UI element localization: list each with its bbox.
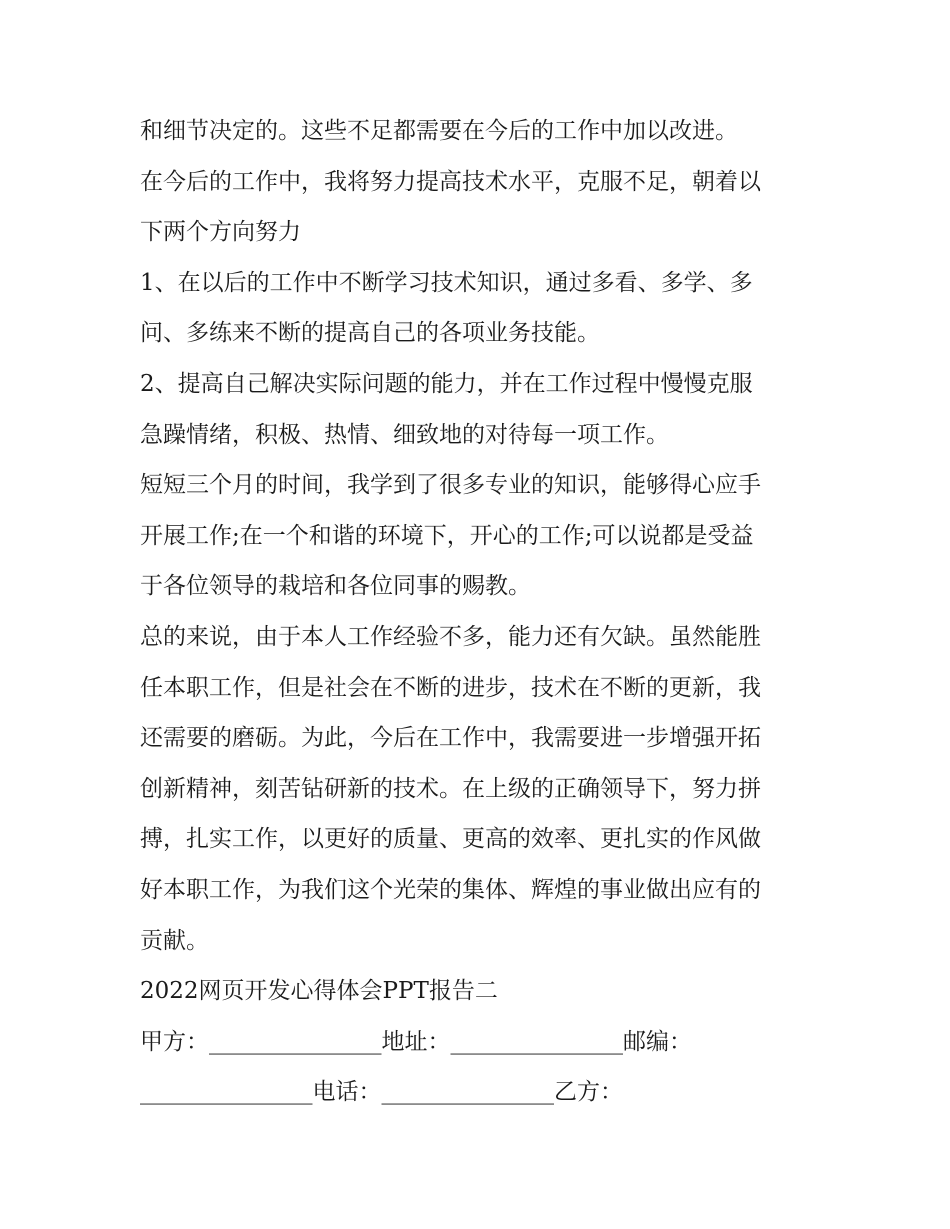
paragraph-line: 在今后的工作中，我将努力提高技术水平，克服不足，朝着以 [140, 168, 761, 195]
list-item-line: 1、在以后的工作中不断学习技术知识，通过多看、多学、多 [140, 269, 753, 296]
paragraph-line: 任本职工作，但是社会在不断的进步，技术在不断的更新，我 [140, 674, 761, 701]
paragraph-line: 创新精神，刻苦钻研新的技术。在上级的正确领导下，努力拼 [140, 775, 761, 802]
paragraph-line: 总的来说，由于本人工作经验不多，能力还有欠缺。虽然能胜 [140, 623, 761, 650]
list-item-line: 急躁情绪，积极、热情、细致地的对待每一项工作。 [140, 421, 669, 448]
paragraph-line: 短短三个月的时间，我学到了很多专业的知识，能够得心应手 [140, 472, 761, 499]
form-field-line: 甲方：_______________地址：_______________邮编： [140, 1028, 692, 1055]
form-field-line: _______________电话：_______________乙方： [140, 1079, 623, 1106]
paragraph-line: 贡献。 [140, 927, 209, 954]
paragraph-line: 于各位领导的栽培和各位同事的赐教。 [140, 573, 531, 600]
paragraph-line: 和细节决定的。这些不足都需要在今后的工作中加以改进。 [140, 118, 738, 144]
document-body [140, 106, 820, 1118]
paragraph-line: 搏，扎实工作，以更好的质量、更高的效率、更扎实的作风做 [140, 826, 761, 853]
list-item-line: 问、多练来不断的提高自己的各项业务技能。 [140, 320, 600, 347]
paragraph-line: 好本职工作，为我们这个光荣的集体、辉煌的事业做出应有的 [140, 876, 761, 903]
paragraph-line: 下两个方向努力 [140, 219, 301, 246]
section-heading: 2022网页开发心得体会PPT报告二 [140, 978, 498, 1005]
paragraph-line: 还需要的磨砺。为此，今后在工作中，我需要进一步增强开拓 [140, 725, 761, 752]
list-item-line: 2、提高自己解决实际问题的能力，并在工作过程中慢慢克服 [140, 370, 753, 397]
paragraph-line: 开展工作;在一个和谐的环境下，开心的工作;可以说都是受益 [140, 522, 754, 549]
